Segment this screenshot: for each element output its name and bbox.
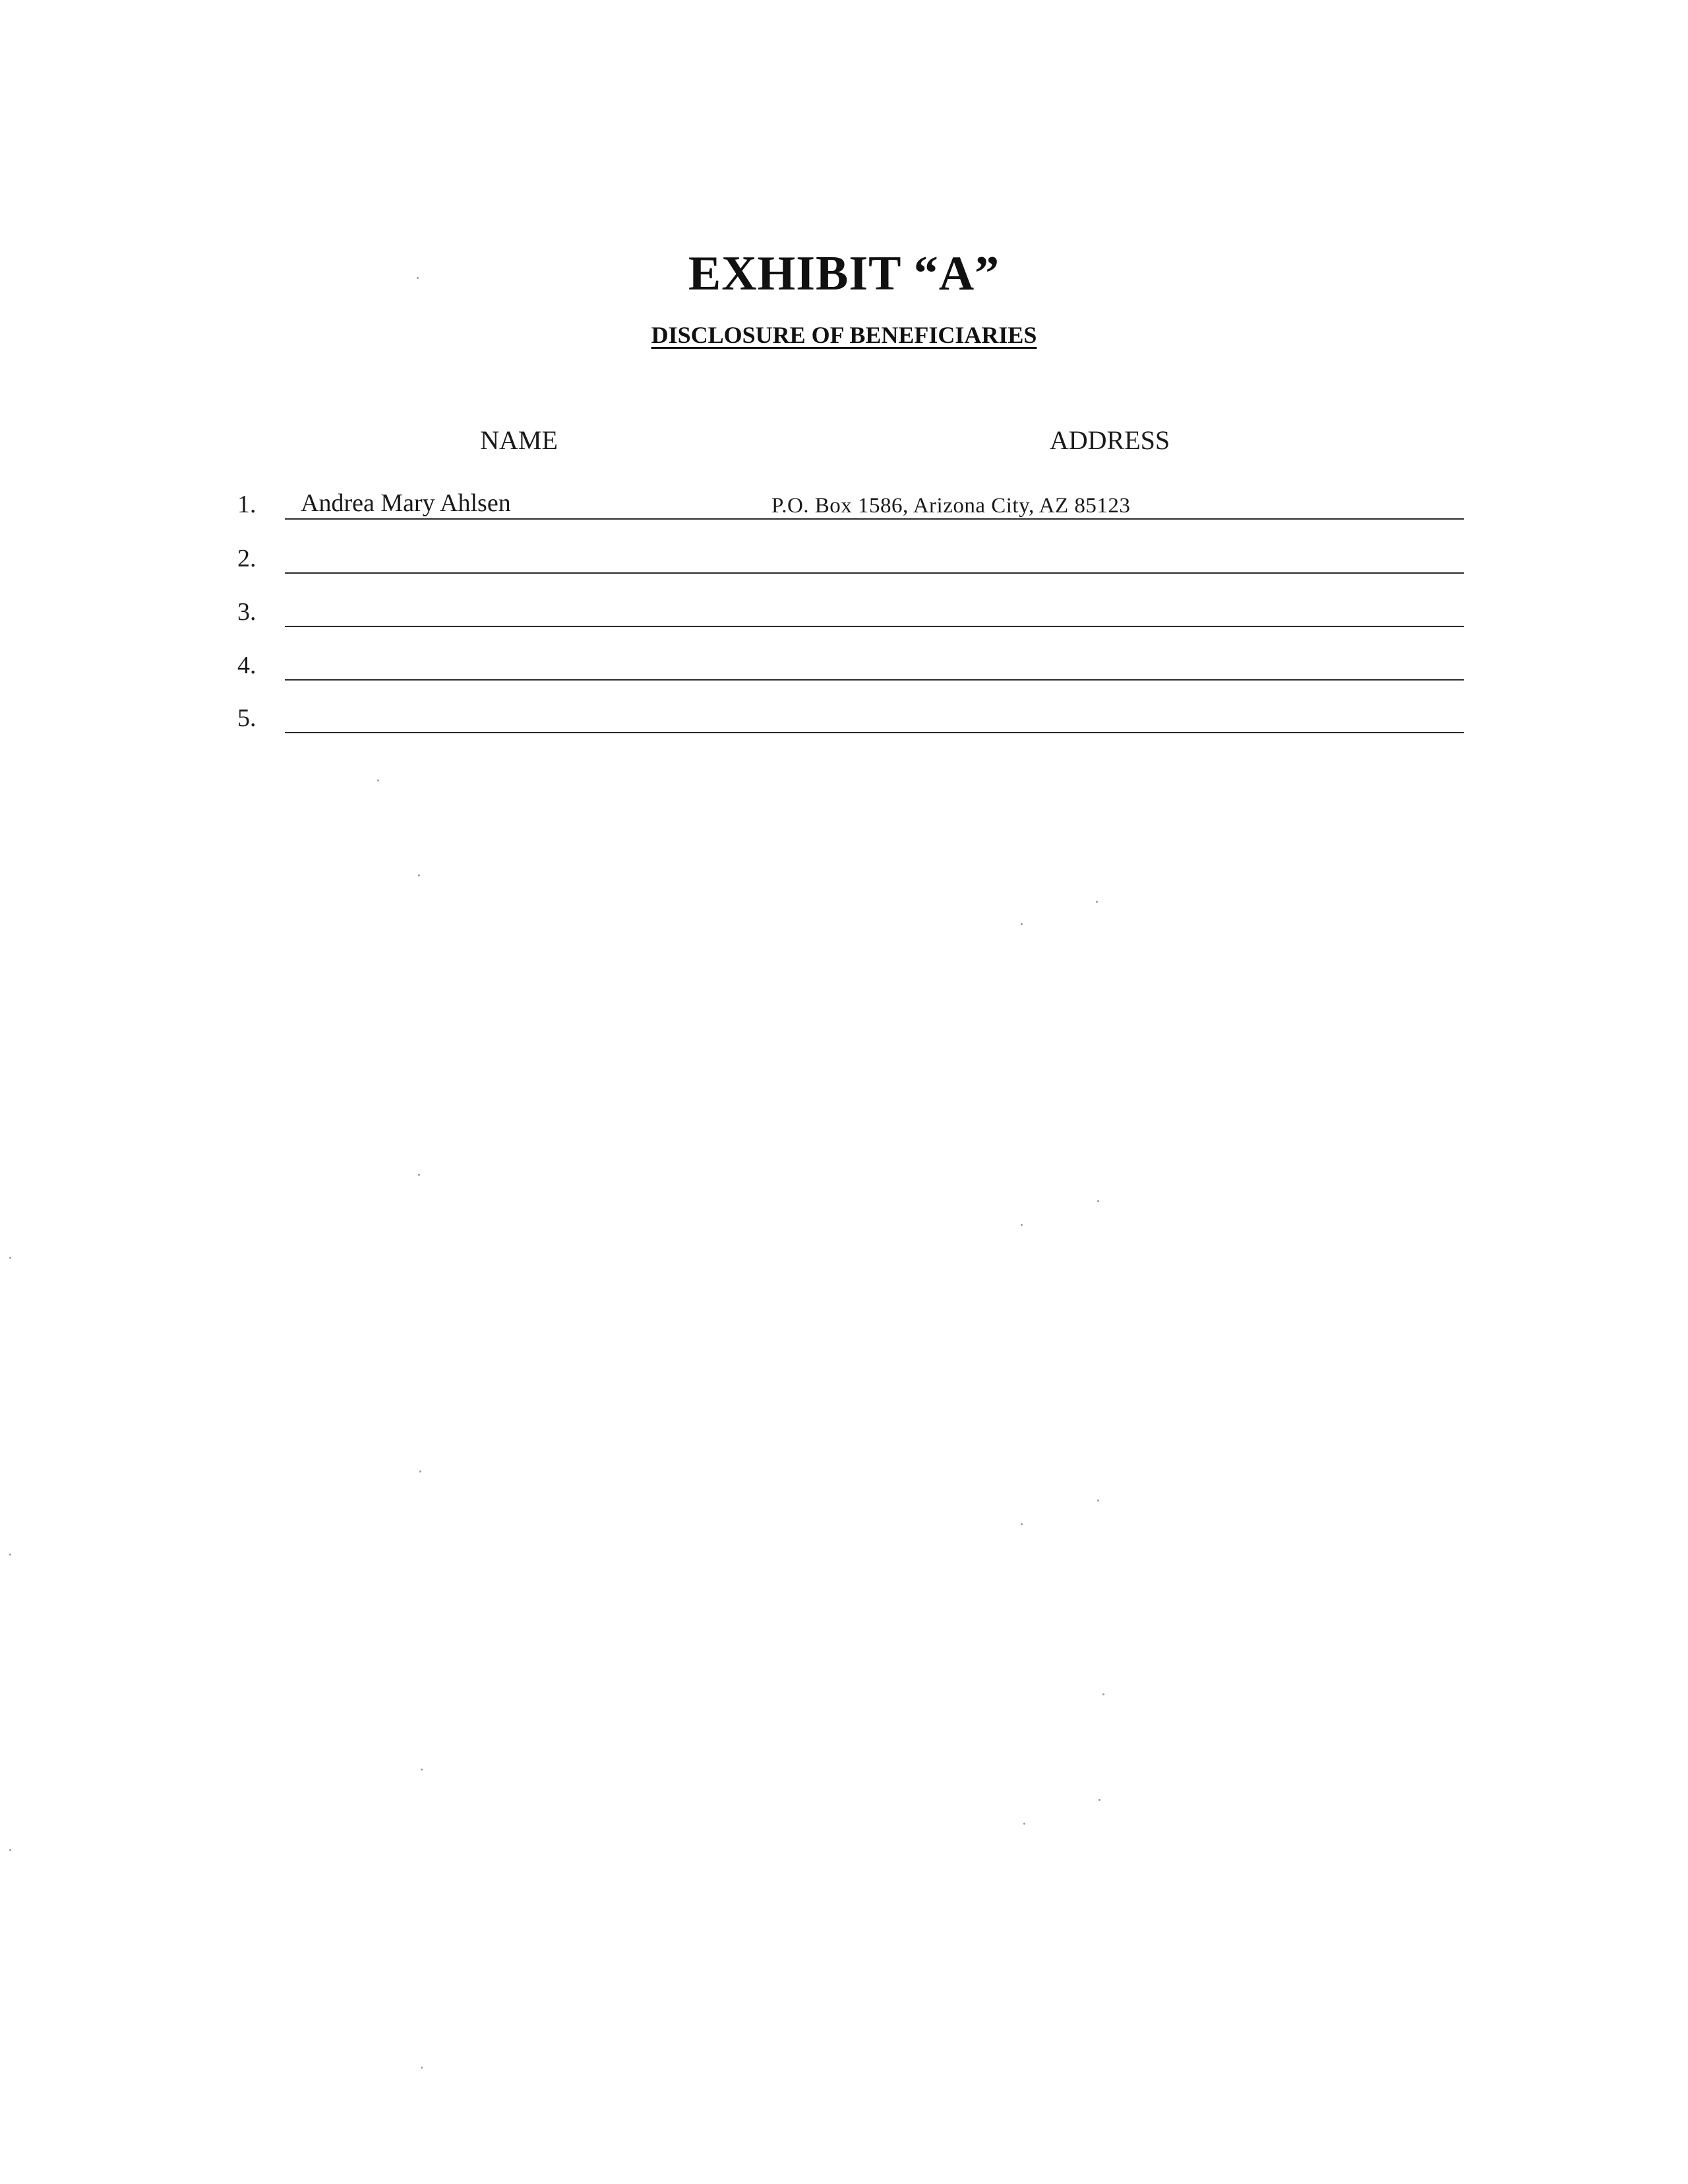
fill-in-line [285, 732, 1464, 733]
scan-speck [1096, 901, 1098, 903]
section-subtitle [0, 323, 1688, 347]
scan-speck [419, 1471, 421, 1472]
beneficiary-row-3 [237, 588, 1464, 627]
row-number: 3. [237, 598, 256, 626]
scan-speck [1099, 1799, 1100, 1801]
scan-speck [421, 1769, 423, 1771]
beneficiary-name: Andrea Mary Ahlsen [301, 489, 511, 517]
beneficiary-address: P.O. Box 1586, Arizona City, AZ 85123 [771, 494, 1131, 518]
scan-speck [418, 1174, 420, 1176]
beneficiary-row-4 [237, 641, 1464, 681]
scan-speck [9, 1849, 11, 1851]
fill-in-line [285, 572, 1464, 574]
scan-speck [1102, 1693, 1104, 1695]
beneficiary-row-5 [237, 694, 1464, 733]
beneficiary-row-1 [237, 480, 1464, 520]
fill-in-line [285, 518, 1464, 520]
column-header-name: NAME [480, 425, 558, 455]
row-number: 1. [237, 491, 256, 518]
scan-speck [1097, 1200, 1099, 1202]
beneficiary-row-2 [237, 534, 1464, 574]
column-header-address: ADDRESS [1049, 425, 1170, 455]
row-number: 2. [237, 545, 256, 572]
exhibit-title: EXHIBIT “A” [688, 247, 1000, 301]
scan-speck [9, 1257, 11, 1259]
scan-speck [377, 779, 379, 781]
scan-speck [418, 874, 420, 876]
row-number: 5. [237, 704, 256, 732]
scan-speck [421, 2067, 423, 2069]
fill-in-line [285, 679, 1464, 681]
fill-in-line [285, 626, 1464, 627]
subtitle-text: DISCLOSURE OF BENEFICIARIES [651, 322, 1037, 348]
scan-speck [1023, 1823, 1025, 1825]
scan-speck [1021, 923, 1023, 925]
scan-speck [417, 277, 419, 279]
scan-speck [1021, 1224, 1023, 1226]
scan-speck [1097, 1500, 1099, 1502]
scan-speck [1021, 1523, 1023, 1525]
row-number: 4. [237, 652, 256, 679]
scan-speck [9, 1554, 11, 1556]
